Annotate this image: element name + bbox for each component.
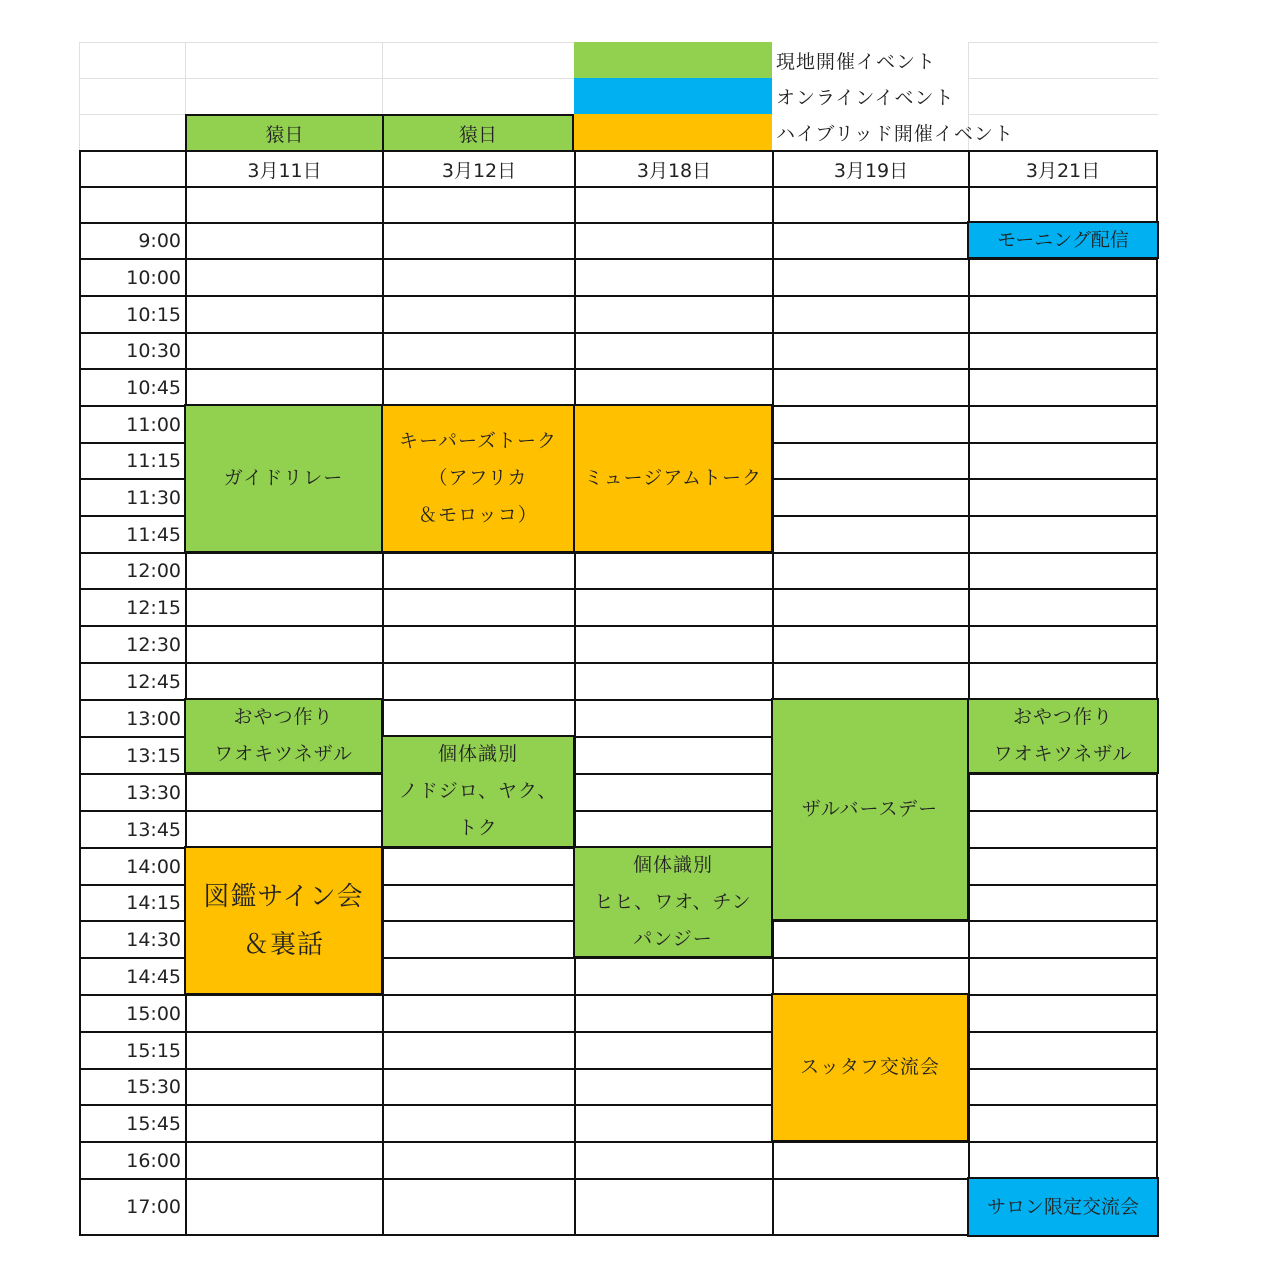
event-block[interactable] — [771, 993, 969, 1142]
schedule-cell[interactable] — [382, 957, 574, 994]
event-block[interactable] — [573, 404, 773, 553]
schedule-cell[interactable] — [574, 1104, 772, 1141]
legend-label-online: オンラインイベント — [776, 86, 955, 109]
schedule-cell[interactable] — [574, 332, 772, 368]
legend-grid-cell — [185, 42, 382, 78]
event-title: ザルバースデー — [801, 798, 939, 820]
schedule-cell[interactable] — [382, 332, 574, 368]
schedule-cell[interactable] — [968, 994, 1158, 1031]
schedule-cell[interactable] — [968, 442, 1158, 478]
schedule-cell[interactable] — [574, 588, 772, 625]
legend-swatch-hybrid — [574, 114, 772, 150]
schedule-cell[interactable] — [185, 1031, 382, 1068]
schedule-cell[interactable] — [574, 368, 772, 405]
date-header: 3月19日 — [772, 150, 968, 186]
time-label: 14:00 — [79, 847, 185, 884]
time-label: 14:15 — [79, 884, 185, 920]
schedule-cell[interactable] — [968, 478, 1158, 515]
time-label: 11:30 — [79, 478, 185, 515]
time-label: 14:30 — [79, 920, 185, 957]
event-block[interactable] — [967, 698, 1159, 774]
schedule-cell[interactable] — [772, 515, 968, 552]
legend-grid-cell — [382, 42, 574, 78]
schedule-cell[interactable] — [968, 773, 1158, 810]
time-label: 11:45 — [79, 515, 185, 552]
event-title: スッタフ交流会 — [800, 1056, 940, 1078]
schedule-cell[interactable] — [382, 662, 574, 699]
schedule-cell[interactable] — [968, 884, 1158, 920]
legend-grid-cell — [382, 78, 574, 114]
schedule-cell[interactable] — [382, 699, 574, 736]
schedule-cell[interactable] — [772, 662, 968, 699]
schedule-cell[interactable] — [574, 1178, 772, 1236]
schedule-cell[interactable] — [574, 625, 772, 662]
schedule-cell[interactable] — [772, 222, 968, 258]
saru-day-label: 猿日 — [185, 114, 382, 150]
time-label: 13:15 — [79, 736, 185, 773]
schedule-cell[interactable] — [185, 222, 382, 258]
schedule-cell[interactable] — [772, 552, 968, 588]
event-block[interactable] — [184, 698, 383, 774]
schedule-cell[interactable] — [574, 810, 772, 847]
event-block[interactable] — [184, 404, 383, 553]
schedule-cell[interactable] — [968, 186, 1158, 222]
schedule-cell[interactable] — [968, 332, 1158, 368]
time-label: 10:45 — [79, 368, 185, 405]
schedule-cell[interactable] — [574, 186, 772, 222]
event-block[interactable] — [184, 846, 383, 995]
time-label: 10:15 — [79, 295, 185, 332]
schedule-cell[interactable] — [772, 588, 968, 625]
schedule-cell[interactable] — [968, 920, 1158, 957]
legend-swatch-onsite — [574, 42, 772, 78]
schedule-cell[interactable] — [185, 1141, 382, 1178]
time-label: 17:00 — [79, 1178, 185, 1236]
time-label: 12:15 — [79, 588, 185, 625]
legend-grid-cell — [185, 78, 382, 114]
schedule-cell[interactable] — [382, 222, 574, 258]
time-label: 16:00 — [79, 1141, 185, 1178]
event-block[interactable] — [771, 698, 969, 921]
time-label: 13:30 — [79, 773, 185, 810]
schedule-cell[interactable] — [185, 994, 382, 1031]
legend-label-hybrid: ハイブリッド開催イベント — [776, 122, 1014, 145]
schedule-cell[interactable] — [772, 920, 968, 957]
time-label: 15:00 — [79, 994, 185, 1031]
schedule-cell[interactable] — [772, 478, 968, 515]
schedule-cell[interactable] — [772, 186, 968, 222]
time-label: 13:45 — [79, 810, 185, 847]
event-block[interactable] — [967, 1177, 1159, 1237]
schedule-cell[interactable] — [185, 332, 382, 368]
legend-swatch-online — [574, 78, 772, 114]
schedule-cell[interactable] — [185, 773, 382, 810]
schedule-cell[interactable] — [772, 258, 968, 295]
schedule-cell[interactable] — [968, 662, 1158, 699]
schedule-cell[interactable] — [968, 515, 1158, 552]
time-label: 15:15 — [79, 1031, 185, 1068]
event-title: ガイドリレー — [223, 467, 344, 489]
schedule-cell[interactable] — [772, 368, 968, 405]
schedule-cell[interactable] — [382, 186, 574, 222]
event-block[interactable] — [573, 846, 773, 958]
schedule-cell[interactable] — [968, 625, 1158, 662]
date-header: 3月21日 — [968, 150, 1158, 186]
event-title: ミュージアムトーク — [584, 467, 762, 489]
schedule-cell[interactable] — [382, 295, 574, 332]
schedule-cell[interactable] — [574, 957, 772, 994]
time-label: 14:45 — [79, 957, 185, 994]
schedule-cell[interactable] — [382, 588, 574, 625]
schedule-cell[interactable] — [574, 662, 772, 699]
schedule-cell[interactable] — [382, 1068, 574, 1104]
schedule-cell[interactable] — [772, 1141, 968, 1178]
schedule-cell[interactable] — [382, 368, 574, 405]
schedule-cell[interactable] — [382, 920, 574, 957]
event-block[interactable] — [967, 221, 1159, 259]
schedule-cell[interactable] — [574, 699, 772, 736]
schedule-cell[interactable] — [574, 1141, 772, 1178]
legend-grid-cell — [79, 42, 185, 78]
schedule-cell[interactable] — [968, 810, 1158, 847]
date-header: 3月11日 — [185, 150, 382, 186]
time-label: 10:30 — [79, 332, 185, 368]
schedule-cell[interactable] — [382, 552, 574, 588]
time-label: 15:30 — [79, 1068, 185, 1104]
schedule-cell[interactable] — [185, 1104, 382, 1141]
schedule-cell[interactable] — [968, 295, 1158, 332]
schedule-cell[interactable] — [968, 957, 1158, 994]
time-label: 12:30 — [79, 625, 185, 662]
schedule-cell[interactable] — [574, 1068, 772, 1104]
schedule-cell[interactable] — [968, 405, 1158, 442]
schedule-cell[interactable] — [574, 295, 772, 332]
schedule-cell[interactable] — [968, 368, 1158, 405]
event-title: おやつ作り ワオキツネザル — [993, 706, 1133, 765]
schedule-cell[interactable] — [968, 1031, 1158, 1068]
schedule-cell[interactable] — [574, 258, 772, 295]
schedule-cell[interactable] — [185, 1068, 382, 1104]
event-title: 図鑑サイン会 ＆裏話 — [203, 881, 364, 960]
time-label: 9:00 — [79, 222, 185, 258]
schedule-cell[interactable] — [772, 442, 968, 478]
schedule-cell[interactable] — [185, 295, 382, 332]
schedule-cell[interactable] — [772, 957, 968, 994]
schedule-cell[interactable] — [185, 258, 382, 295]
schedule-cell[interactable] — [382, 1104, 574, 1141]
event-title: キーパーズトーク （アフリカ ＆モロッコ） — [398, 430, 558, 526]
schedule-cell[interactable] — [185, 625, 382, 662]
schedule-cell[interactable] — [968, 1141, 1158, 1178]
schedule-cell[interactable] — [574, 222, 772, 258]
schedule-cell[interactable] — [574, 994, 772, 1031]
time-label — [79, 186, 185, 222]
time-label: 15:45 — [79, 1104, 185, 1141]
event-title: モーニング配信 — [997, 228, 1129, 251]
event-block[interactable] — [381, 404, 575, 553]
schedule-cell[interactable] — [968, 847, 1158, 884]
schedule-cell[interactable] — [382, 1031, 574, 1068]
schedule-cell[interactable] — [185, 186, 382, 222]
event-title: 個体識別 ヒヒ、ワオ、チン パンジー — [594, 853, 752, 950]
schedule-cell[interactable] — [382, 1141, 574, 1178]
event-block[interactable] — [381, 735, 575, 848]
corner-cell — [79, 150, 185, 186]
schedule-cell[interactable] — [574, 773, 772, 810]
saru-day-label: 猿日 — [382, 114, 574, 150]
schedule-cell[interactable] — [574, 552, 772, 588]
schedule-cell[interactable] — [185, 810, 382, 847]
schedule-cell[interactable] — [185, 368, 382, 405]
event-title: サロン限定交流会 — [986, 1195, 1139, 1218]
schedule-cell[interactable] — [772, 625, 968, 662]
schedule-cell[interactable] — [772, 332, 968, 368]
time-label: 12:45 — [79, 662, 185, 699]
schedule-cell[interactable] — [968, 1068, 1158, 1104]
schedule-cell[interactable] — [772, 405, 968, 442]
schedule-cell[interactable] — [968, 258, 1158, 295]
schedule-cell[interactable] — [382, 258, 574, 295]
schedule-cell[interactable] — [185, 1178, 382, 1236]
time-label: 10:00 — [79, 258, 185, 295]
schedule-cell[interactable] — [772, 295, 968, 332]
event-title: 個体識別 ノドジロ、ヤク、 トク — [398, 743, 558, 839]
schedule-cell[interactable] — [772, 1178, 968, 1236]
time-label: 11:00 — [79, 405, 185, 442]
schedule-cell[interactable] — [382, 1178, 574, 1236]
date-header: 3月18日 — [574, 150, 772, 186]
schedule-cell[interactable] — [574, 736, 772, 773]
time-label: 12:00 — [79, 552, 185, 588]
event-title: おやつ作り ワオキツネザル — [214, 706, 353, 765]
schedule-cell[interactable] — [574, 1031, 772, 1068]
schedule-cell[interactable] — [968, 588, 1158, 625]
schedule-cell[interactable] — [382, 625, 574, 662]
schedule-cell[interactable] — [968, 1104, 1158, 1141]
schedule-cell[interactable] — [382, 994, 574, 1031]
schedule-cell[interactable] — [968, 552, 1158, 588]
legend-grid-cell — [79, 114, 185, 150]
schedule-cell[interactable] — [382, 884, 574, 920]
legend-grid-cell — [79, 78, 185, 114]
legend-label-onsite: 現地開催イベント — [776, 50, 937, 73]
schedule-cell[interactable] — [185, 662, 382, 699]
time-label: 13:00 — [79, 699, 185, 736]
schedule-cell[interactable] — [185, 552, 382, 588]
schedule-cell[interactable] — [185, 588, 382, 625]
time-label: 11:15 — [79, 442, 185, 478]
schedule-cell[interactable] — [382, 847, 574, 884]
date-header: 3月12日 — [382, 150, 574, 186]
